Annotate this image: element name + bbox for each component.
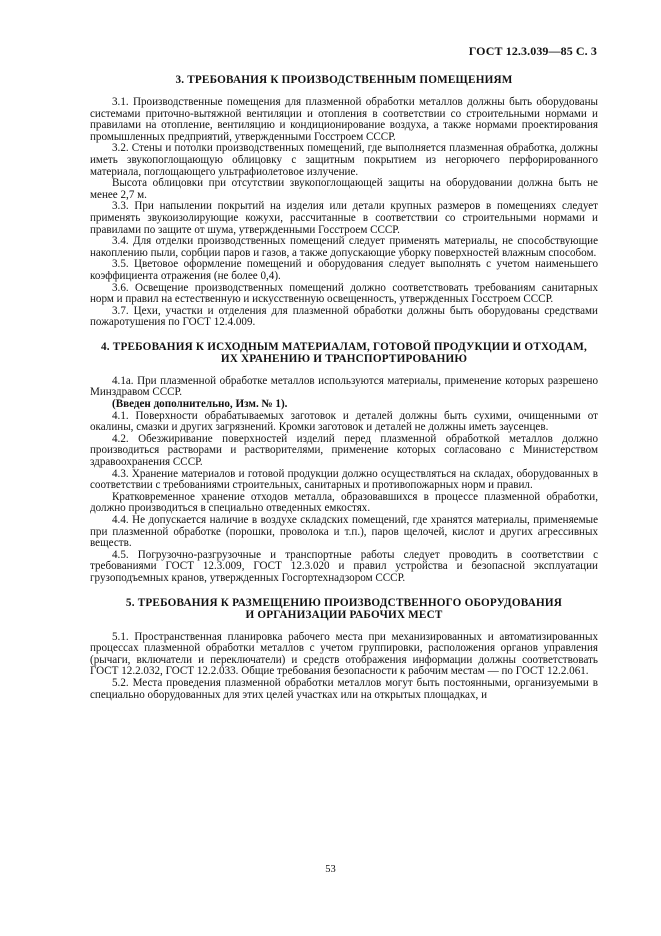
paragraph-3-3: 3.3. При напылении покрытий на изделия или детали крупных размеров в помещениях следует применять звукоизолирующие кожухи, рассчитанные в соответствии со строительными нормами и правилами по защите от шума, утвержденными Госстроем СССР. xyxy=(90,200,598,236)
paragraph-3-2: 3.2. Стены и потолки производственных помещений, где выполняется плазменная обработка, должны иметь звукопоглощающую облицовку с защитным покрытием из негорючего перфорированного материала, поглощающего ультрафиолетовое излучение. xyxy=(90,142,598,178)
heading-line: 4. ТРЕБОВАНИЯ К ИСХОДНЫМ МАТЕРИАЛАМ, ГОТОВОЙ ПРОДУКЦИИ И ОТХОДАМ, xyxy=(101,340,587,353)
paragraph-3-7: 3.7. Цехи, участки и отделения для плазменной обработки должны быть оборудованы средствами пожаротушения по ГОСТ 12.4.009. xyxy=(90,304,598,329)
paragraph-4-1a: 4.1а. При плазменной обработке металлов используются материалы, применение которых разрешено Минздравом СССР. xyxy=(90,374,598,399)
heading-line: И ОРГАНИЗАЦИИ РАБОЧИХ МЕСТ xyxy=(245,608,443,621)
section-4-heading xyxy=(90,341,598,365)
paragraph-4-3: 4.3. Хранение материалов и готовой продукции должно осуществляться на складах, оборудованных в соответствии с требованиями строительных, санитарных и противопожарных норм и правил. xyxy=(90,467,598,492)
heading-line: ИХ ХРАНЕНИЮ И ТРАНСПОРТИРОВАНИЮ xyxy=(220,352,468,365)
paragraph-3-2-note: Высота облицовки при отсутствии звукопоглощающей защиты на оборудовании должна быть не менее 2,7 м. xyxy=(90,177,598,201)
heading-line: 5. ТРЕБОВАНИЯ К РАЗМЕЩЕНИЮ ПРОИЗВОДСТВЕННОГО ОБОРУДОВАНИЯ xyxy=(125,596,563,609)
page-body xyxy=(90,74,598,701)
amendment-note: (Введен дополнительно, Изм. № 1). xyxy=(112,398,288,411)
running-header: ГОСТ 12.3.039—85 С. 3 xyxy=(468,44,597,58)
paragraph-3-1: 3.1. Производственные помещения для плазменной обработки металлов должны быть оборудованы системами приточно-вытяжной вентиляции и отопления в соответствии со строительными нормами и правилами на отопление, вентиляцию и кондиционирование воздуха, а также нормами проектирования промышленных предприятий, утвержденными Госстроем СССР. xyxy=(90,96,598,143)
heading-line: 3. ТРЕБОВАНИЯ К ПРОИЗВОДСТВЕННЫМ ПОМЕЩЕНИЯМ xyxy=(175,74,513,86)
paragraph-5-1: 5.1. Пространственная планировка рабочего места при механизированных и автоматизированных процессах плазменной обработки металлов с учетом группировки, расположения органов управления (рычаги, включатели и переключатели) и средств отображения информации должны соответствовать ГОСТ 12.2.032, ГОСТ 12.2.033. Общие требования безопасности к рабочим местам — по ГОСТ 12.2.061. xyxy=(90,630,598,678)
paragraph-4-4: 4.4. Не допускается наличие в воздухе складских помещений, где хранятся материалы, применяемые при плазменной обработке (порошки, проволока и т.п.), паров щелочей, кислот и других агрессивных веществ. xyxy=(90,514,598,550)
paragraph-3-4: 3.4. Для отделки производственных помещений следует применять материалы, не способствующие накоплению пыли, сорбции паров и газов, а также допускающие уборку поверхностей влажным способом. xyxy=(90,235,598,259)
paragraph-4-1: 4.1. Поверхности обрабатываемых заготовок и деталей должны быть сухими, очищенными от окалины, смазки и других загрязнений. Кромки заготовок и деталей не должны иметь заусенцев. xyxy=(90,409,598,434)
section-3-heading xyxy=(90,74,598,86)
paragraph-4-3-note: Кратковременное хранение отходов металла, образовавшихся в процессе плазменной обработки, должно производиться в специально отведенных емкостях. xyxy=(90,490,598,515)
page-number: 53 xyxy=(325,864,336,875)
paragraph-3-6: 3.6. Освещение производственных помещений должно соответствовать требованиям санитарных норм и правил на естественную и искусственную освещенность, утвержденных Госстроем СССР. xyxy=(90,281,598,306)
paragraph-5-2: 5.2. Места проведения плазменной обработки металлов могут быть постоянными, организуемыми в специально оборудованных для этих целей участках или на открытых площадках, и xyxy=(90,676,598,701)
paragraph-3-5: 3.5. Цветовое оформление помещений и оборудования следует выполнять с учетом наименьшего коэффициента отражения (не более 0,4). xyxy=(90,258,598,282)
paragraph-4-5: 4.5. Погрузочно-разгрузочные и транспортные работы следует проводить в соответствии с требованиями ГОСТ 12.3.009, ГОСТ 12.3.020 и правил устройства и безопасной эксплуатации грузоподъемных кранов, утвержденных Госгортехнадзором СССР. xyxy=(90,548,598,584)
paragraph-4-2: 4.2. Обезжиривание поверхностей изделий перед плазменной обработкой металлов должно производиться растворами и растворителями, применение которых согласовано с Министерством здравоохранения СССР. xyxy=(90,432,598,469)
section-5-heading xyxy=(90,597,598,621)
